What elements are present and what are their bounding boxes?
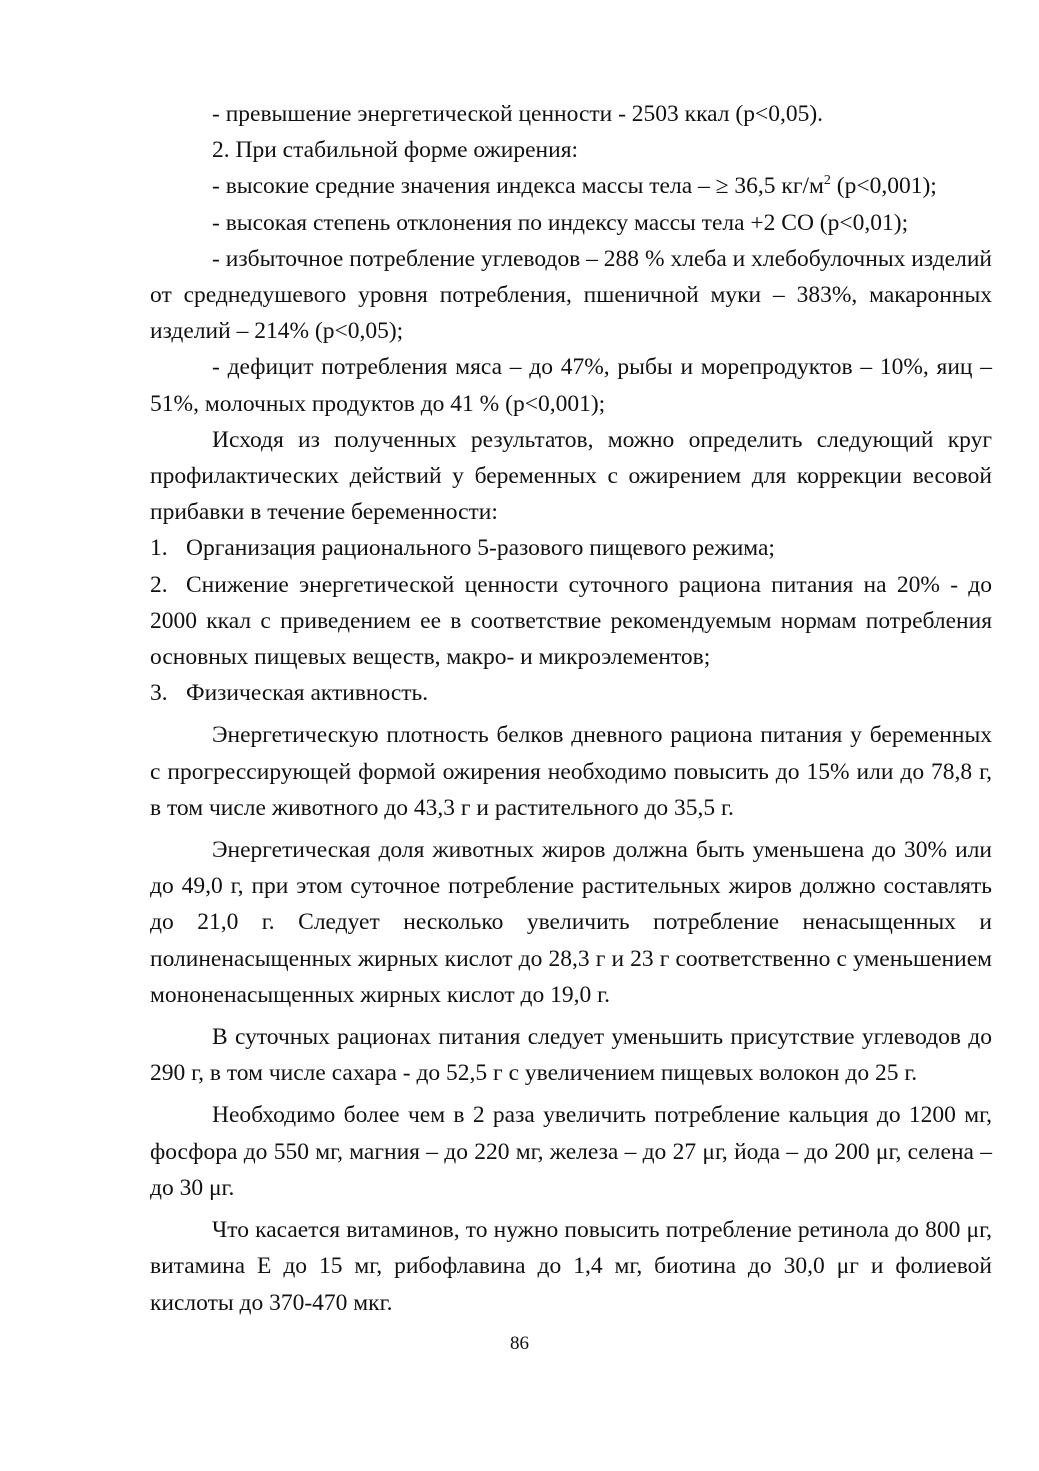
paragraph-carbohydrate-reduction: В суточных рационах питания следует уменьшить присутствие углеводов до 290 г, в том числе сахара - до 52,5 г с увеличением пищевых волокон до 25 г. <box>150 1024 992 1087</box>
list-item-text: Организация рационального 5-разового пищевого режима; <box>186 535 775 562</box>
paragraph-protein-density: Энергетическую плотность белков дневного рациона питания у беременных с прогрессирующей формой ожирения необходимо повысить до 15% или до 78,8 г, в том числе животного до 43,3 г и растительного до 35,5 г. <box>150 722 992 821</box>
list-item <box>150 675 992 711</box>
list-item-text: Физическая активность. <box>186 680 429 707</box>
paragraph-stable-obesity-heading: 2. При стабильной форме ожирения: <box>212 137 579 164</box>
paragraph-bmi-p-value: (р<0,001); <box>830 173 937 200</box>
list-item-number: 2. <box>150 571 168 598</box>
paragraph-vitamins: Что касается витаминов, то нужно повысить потребление ретинола до 800 μг, витамина Е до 15 мг, рибофлавина до 1,4 мг, биотина до 30,0 μг и фолиевой кислоты до 370-470 мкг. <box>150 1217 992 1316</box>
paragraph-bmi-deviation: - высокая степень отклонения по индексу массы тела +2 СО (р<0,01); <box>212 209 909 236</box>
page-number: 86 <box>510 1333 529 1354</box>
paragraph-fat-share: Энергетическая доля животных жиров должна быть уменьшена до 30% или до 49,0 г, при этом суточное потребление растительных жиров должно составлять до 21,0 г. Следует несколько увеличить потребление ненасыщенных и полиненасыщенных жирных кислот до 28,3 г и 23 г соответственно с уменьшением мононенасыщенных жирных кислот до 19,0 г. <box>150 837 992 1008</box>
list-item-number: 3. <box>150 680 168 707</box>
superscript-2: 2 <box>823 173 831 189</box>
list-item <box>150 567 992 676</box>
paragraph-minerals: Необходимо более чем в 2 раза увеличить потребление кальция до 1200 мг, фосфора до 550 мг, магния – до 220 мг, железа – до 27 μг, йода – до 200 μг, селена – до 30 μг. <box>150 1102 992 1201</box>
list-item <box>150 530 992 566</box>
list-item-number: 1. <box>150 535 168 562</box>
paragraph-prevention-intro: Исходя из полученных результатов, можно определить следующий круг профилактических действий у беременных с ожирением для коррекции весовой прибавки в течение беременности: <box>150 426 992 526</box>
page-body <box>150 96 992 1321</box>
paragraph-bmi-text: - высокие средние значения индекса массы тела – ≥ 36,5 кг/м <box>212 173 824 200</box>
list-item-text: Снижение энергетической ценности суточного рациона питания на 20% - до 2000 ккал с приведением ее в соответствие рекомендуемым нормам потребления основных пищевых веществ, макро- и микроэлементов; <box>150 571 992 671</box>
paragraph-carbohydrate-excess: - избыточное потребление углеводов – 288 % хлеба и хлебобулочных изделий от среднедушевого уровня потребления, пшеничной муки – 383%, макаронных изделий – 214% (р<0,05); <box>150 245 992 345</box>
paragraph-bmi-values <box>150 168 992 204</box>
paragraph-energy-excess: - превышение энергетической ценности - 2503 ккал (р<0,05). <box>212 101 824 127</box>
paragraph-protein-deficit: - дефицит потребления мяса – до 47%, рыбы и морепродуктов – 10%, яиц – 51%, молочных продуктов до 41 % (р<0,001); <box>150 354 992 417</box>
